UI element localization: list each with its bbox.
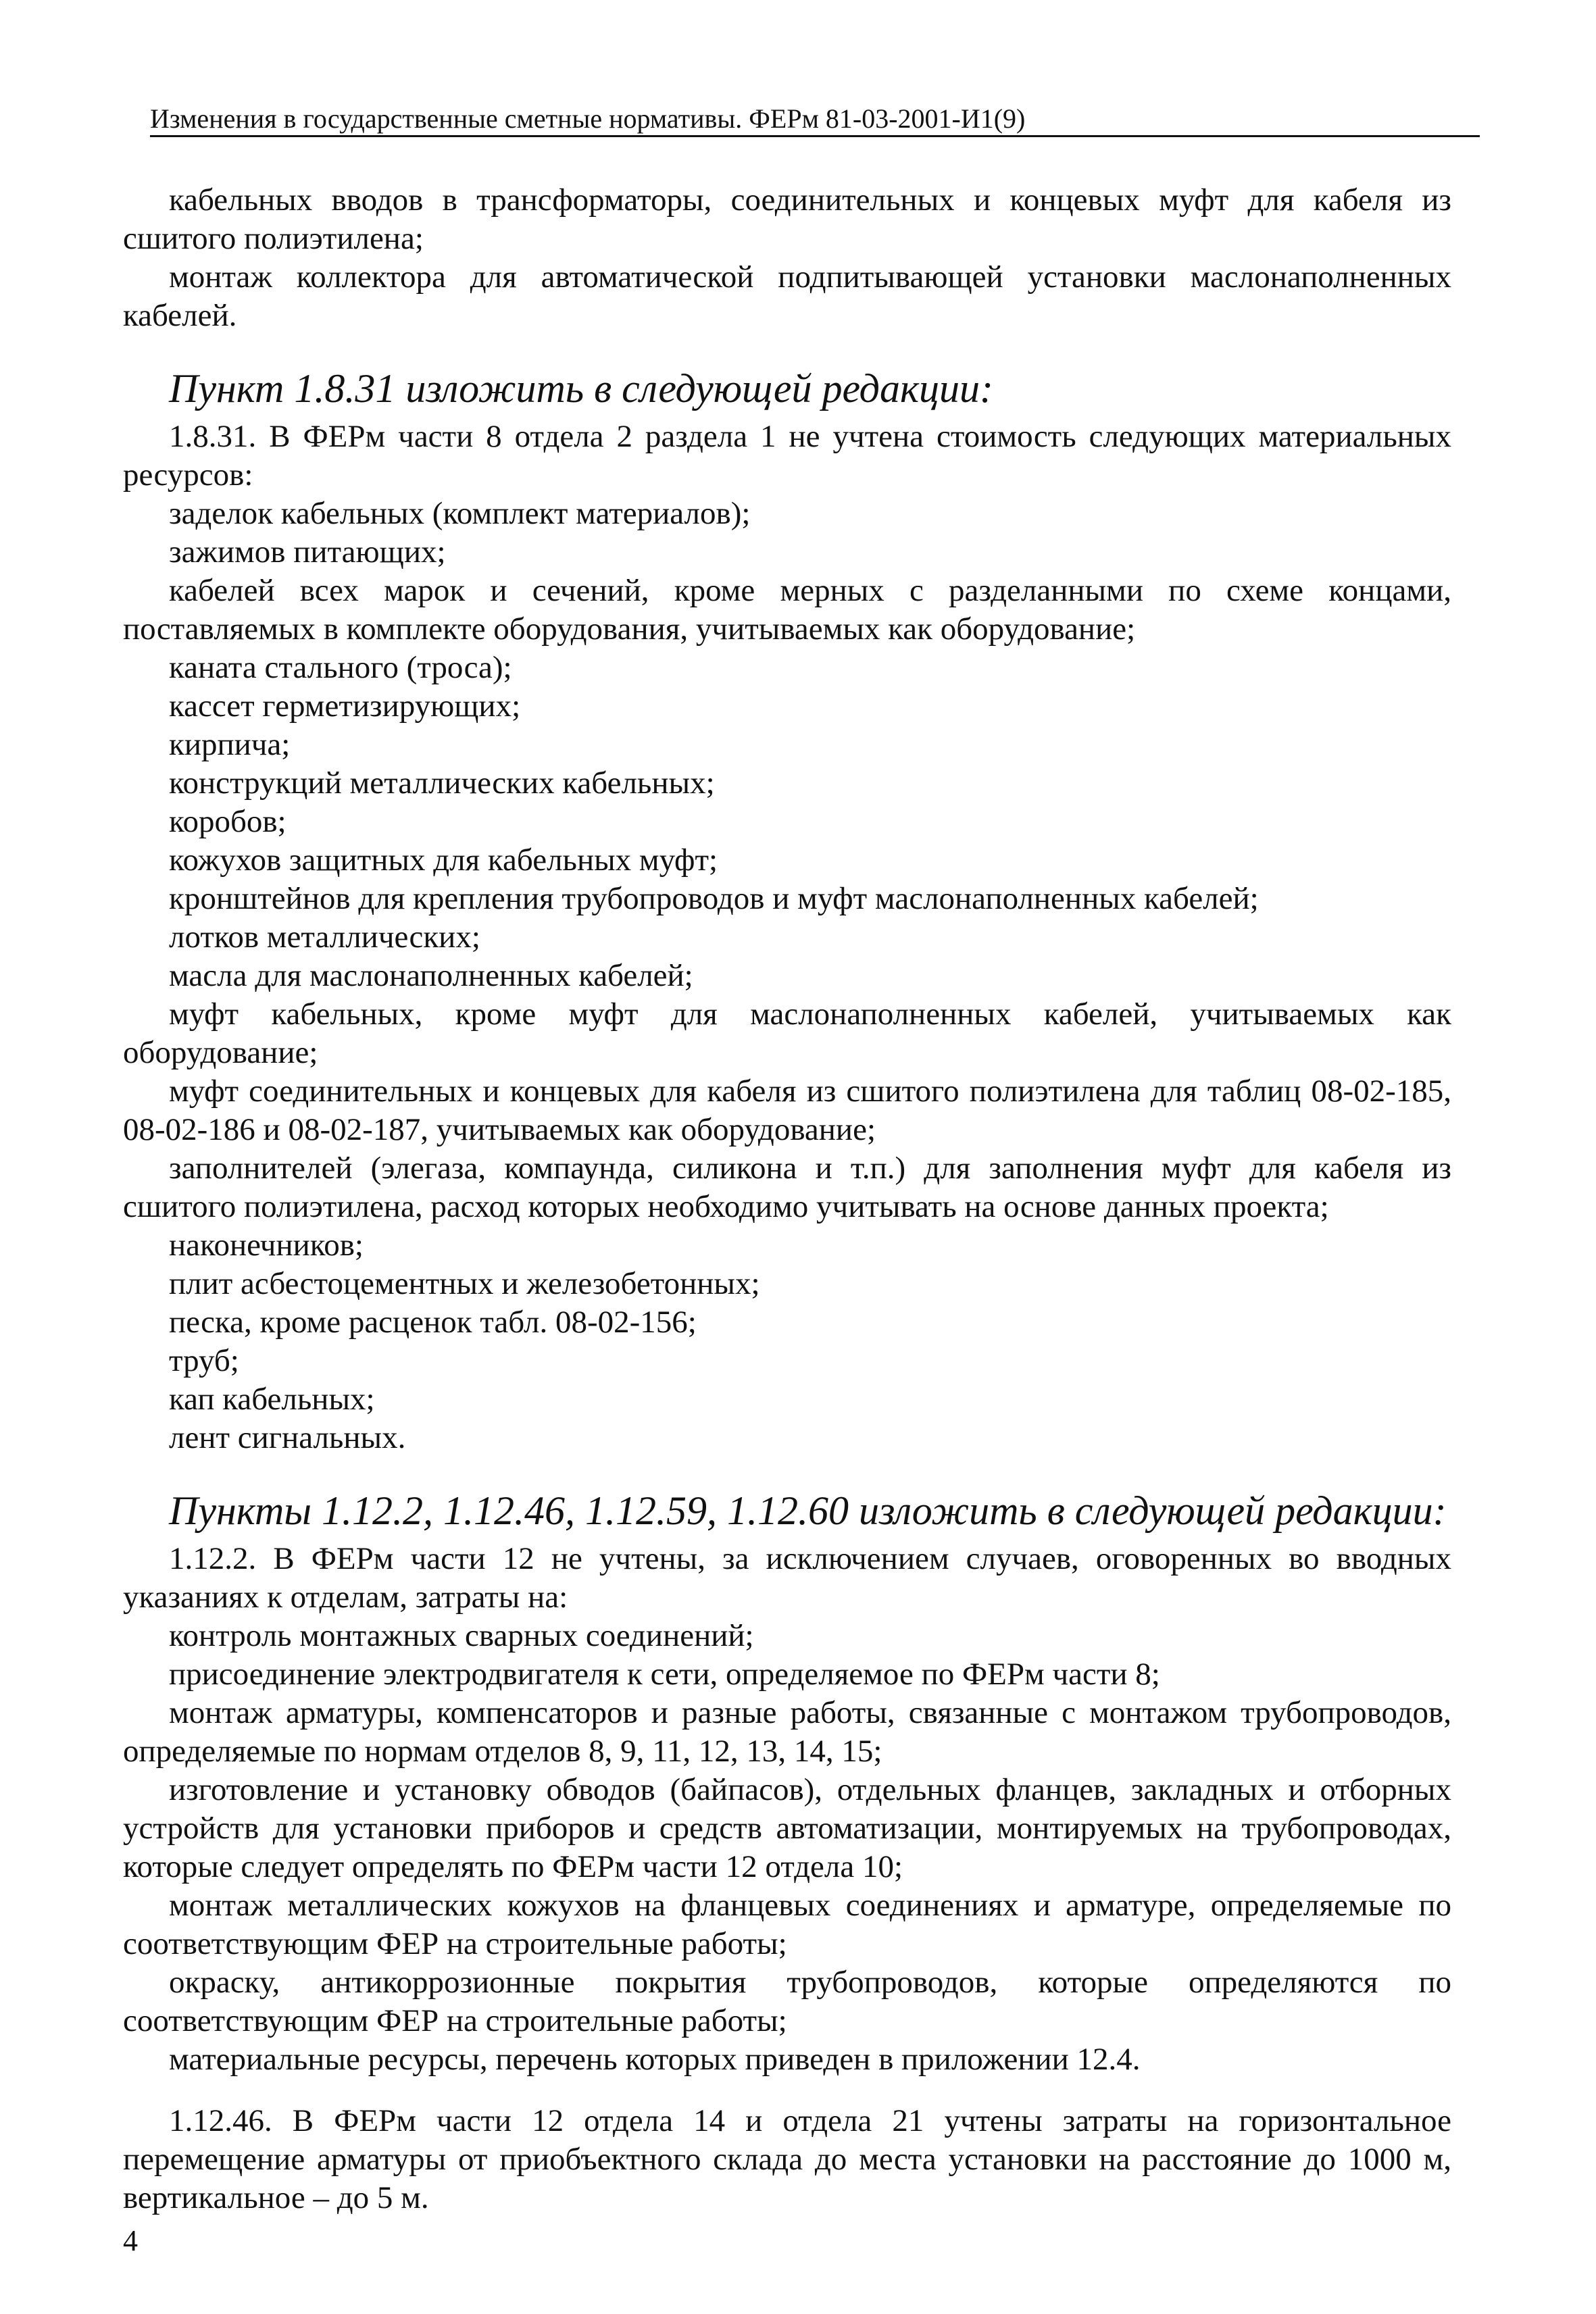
list-item: лотков металлических;: [169, 920, 480, 955]
list-item: окраску, антикоррозионные покрытия трубопроводов, которые определяются по соответствующим ФЕР на строительные работы;: [123, 1965, 1451, 2038]
list-item: кожухов защитных для кабельных муфт;: [169, 842, 718, 878]
list-item: конструкций металлических кабельных;: [169, 765, 715, 801]
section-heading: Пункты 1.12.2, 1.12.46, 1.12.59, 1.12.60 изложить в следующей редакции:: [169, 1488, 1447, 1533]
list-item: материальные ресурсы, перечень которых приведен в приложении 12.4.: [169, 2042, 1141, 2077]
list-item: плит асбестоцементных и железобетонных;: [169, 1266, 760, 1301]
list-item: контроль монтажных сварных соединений;: [169, 1618, 754, 1653]
list-item: кап кабельных;: [169, 1382, 375, 1417]
header-rule: [150, 135, 1480, 137]
list-item: заполнителей (элегаза, компаунда, силикона и т.п.) для заполнения муфт для кабеля из сшитого полиэтилена, расход которых необходимо учитывать на основе данных проекта;: [123, 1151, 1451, 1224]
section-heading: Пункт 1.8.31 изложить в следующей редакции:: [169, 366, 994, 411]
paragraph: 1.8.31. В ФЕРм части 8 отдела 2 раздела 1 не учтена стоимость следующих материальных ресурсов:: [123, 419, 1451, 493]
list-item: каната стального (троса);: [169, 650, 512, 685]
page-number: 4: [123, 2224, 138, 2257]
list-item: кассет герметизирующих;: [169, 688, 521, 724]
list-item: труб;: [169, 1343, 239, 1378]
list-item: заделок кабельных (комплект материалов);: [169, 496, 751, 531]
list-item: коробов;: [169, 804, 286, 839]
list-item: наконечников;: [169, 1228, 364, 1263]
paragraph: 1.12.2. В ФЕРм части 12 не учтены, за исключением случаев, оговоренных во вводных указаниях к отделам, затраты на:: [123, 1541, 1451, 1615]
paragraph: 1.12.46. В ФЕРм части 12 отдела 14 и отдела 21 учтены затраты на горизонтальное перемещение арматуры от приобъектного склада до места установки на расстояние до 1000 м, вертикальное – до 5 м.: [123, 2103, 1451, 2215]
list-item: масла для маслонаполненных кабелей;: [169, 958, 693, 993]
paragraph: кабельных вводов в трансформаторы, соединительных и концевых муфт для кабеля из сшитого полиэтилена;: [123, 182, 1451, 256]
list-item: изготовление и установку обводов (байпасов), отдельных фланцев, закладных и отборных устройств для установки приборов и средств автоматизации, монтируемых на трубопроводах, которые следует определять по ФЕРм части 12 отдела 10;: [123, 1772, 1451, 1884]
list-item: лент сигнальных.: [169, 1420, 406, 1455]
list-item: муфт соединительных и концевых для кабеля из сшитого полиэтилена для таблиц 08-02-185, 08-02-186 и 08-02-187, учитываемых как оборудование;: [123, 1074, 1451, 1147]
document-body: [123, 181, 1451, 2217]
list-item: монтаж металлических кожухов на фланцевых соединениях и арматуре, определяемые по соответствующим ФЕР на строительные работы;: [123, 1888, 1451, 1961]
list-item: песка, кроме расценок табл. 08-02-156;: [169, 1305, 697, 1340]
running-header: Изменения в государственные сметные нормативы. ФЕРм 81-03-2001-И1(9): [150, 103, 1026, 134]
list-item: муфт кабельных, кроме муфт для маслонаполненных кабелей, учитываемых как оборудование;: [123, 997, 1451, 1070]
paragraph: монтаж коллектора для автоматической подпитывающей установки маслонаполненных кабелей.: [123, 259, 1451, 333]
list-item: монтаж арматуры, компенсаторов и разные работы, связанные с монтажом трубопроводов, определяемые по нормам отделов 8, 9, 11, 12, 13, 14, 15;: [123, 1695, 1451, 1769]
list-item: кирпича;: [169, 727, 291, 762]
list-item: кронштейнов для крепления трубопроводов и муфт маслонаполненных кабелей;: [169, 881, 1259, 916]
list-item: присоединение электродвигателя к сети, определяемое по ФЕРм части 8;: [169, 1657, 1160, 1692]
list-item: зажимов питающих;: [169, 534, 446, 570]
list-item: кабелей всех марок и сечений, кроме мерных с разделанными по схеме концами, поставляемых в комплекте оборудования, учитываемых как оборудование;: [123, 573, 1451, 647]
